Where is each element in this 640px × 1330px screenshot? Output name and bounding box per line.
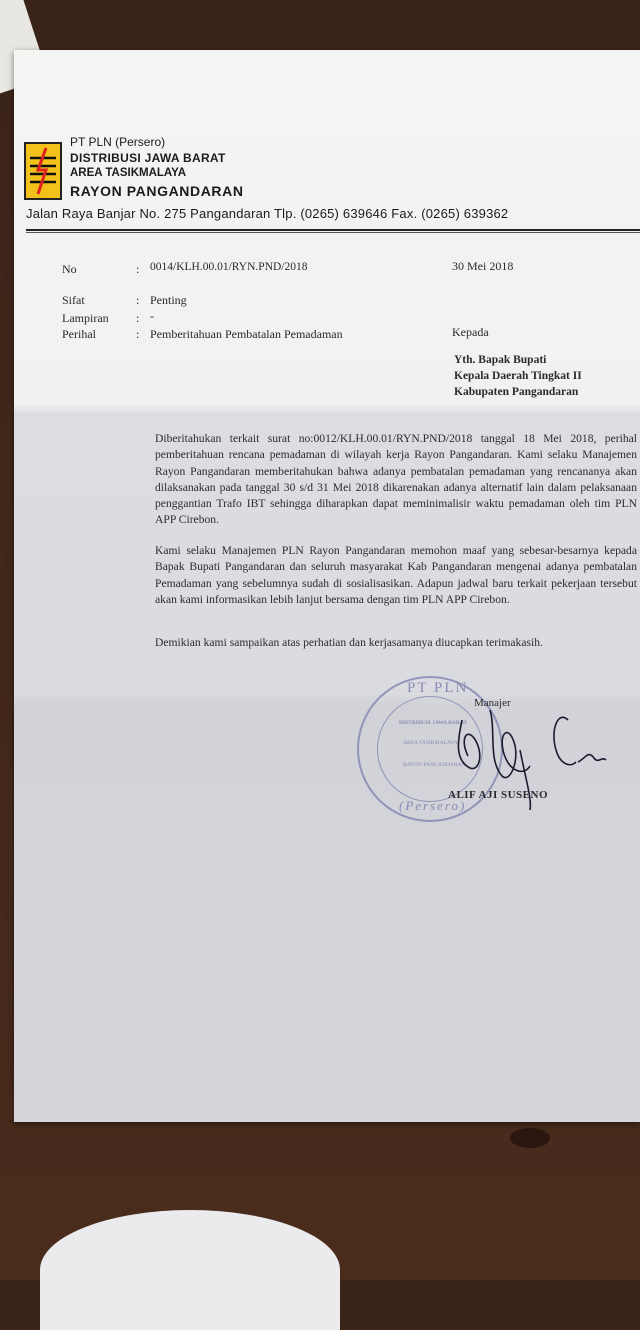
- pln-logo-icon: [24, 142, 62, 200]
- letter-number: 0014/KLH.00.01/RYN.PND/2018: [150, 261, 308, 273]
- sifat-value: Penting: [150, 293, 187, 307]
- signature-title: Manajer: [474, 697, 511, 709]
- rayon-name: RAYON PANGANDARAN: [70, 183, 244, 199]
- stamp-line-3: RAYON PANGANDARAN: [403, 762, 466, 768]
- table-stain: [510, 1128, 550, 1148]
- no-colon: :: [136, 262, 140, 276]
- body-paragraph-3: Demikian kami sampaikan atas perhatian dan kerjasamanya diucapkan terimakasih.: [155, 636, 543, 649]
- sifat-colon: :: [136, 293, 140, 307]
- background-object: [40, 1210, 340, 1330]
- lampiran-label: Lampiran: [62, 311, 109, 325]
- perihal-label: Perihal: [62, 327, 96, 341]
- recipient-line-1: Yth. Bapak Bupati: [454, 354, 547, 366]
- sifat-label: Sifat: [62, 293, 85, 307]
- stamp-bottom-text: (Persero): [399, 798, 467, 813]
- lampiran-colon: :: [136, 311, 140, 325]
- header-divider: [26, 229, 640, 231]
- stamp-line-1: DISTRIBUSI JAWA BARAT: [399, 720, 468, 726]
- perihal-value: Pemberitahuan Pembatalan Pemadaman: [150, 327, 343, 341]
- header-divider-thin: [26, 232, 640, 233]
- perihal-colon: :: [136, 327, 140, 341]
- stamp-top-text: PT PLN: [407, 680, 469, 696]
- company-name: PT PLN (Persero): [70, 135, 166, 149]
- area-name: AREA TASIKMALAYA: [70, 167, 187, 179]
- recipient-kepada: Kepada: [452, 325, 489, 339]
- division-name: DISTRIBUSI JAWA BARAT: [70, 151, 226, 165]
- recipient-line-3: Kabupaten Pangandaran: [454, 386, 579, 398]
- body-paragraph-1: Diberitahukan terkait surat no:0012/KLH.00.01/RYN.PND/2018 tanggal 18 Mei 2018, perihal pemberitahuan rencana pemadaman di wilayah kerja Rayon Pangandaran. Kami selaku Manajemen Rayon Pangandaran memberitahukan bahwa adanya pembatalan pemadaman yang rencananya akan dilaksanakan pada tanggal 30 s/d 31 Mei 2018 dikarenakan adanya alternatif lain dalam pelaksanaan penggantian Trafo IBT sehingga diharapkan dapat meminimalisir waktu pemadaman oleh tim PLN APP Cirebon.: [155, 432, 637, 527]
- address-line: Jalan Raya Banjar No. 275 Pangandaran Tlp. (0265) 639646 Fax. (0265) 639362: [26, 206, 509, 221]
- signatory-name: ALIF AJI SUSENO: [448, 789, 549, 801]
- body-paragraph-2: Kami selaku Manajemen PLN Rayon Pangandaran memohon maaf yang sebesar-besarnya kepada Bapak Bupati Pangandaran dan seluruh masyarakat Kab Pangandaran mengenai adanya pembatalan Pemadaman yang sebelumnya sudah di sosialisasikan. Adapun jadwal baru terkait pekerjaan tersebut akan kami informasikan lebih lanjut bersama dengan tim PLN APP Cirebon.: [155, 544, 637, 606]
- lampiran-value: -: [150, 309, 154, 323]
- recipient-line-2: Kepala Daerah Tingkat II: [454, 370, 582, 382]
- stamp-line-2: AREA TASIKMALAYA: [403, 740, 458, 746]
- no-label: No: [62, 262, 77, 276]
- letter-date: 30 Mei 2018: [452, 259, 514, 273]
